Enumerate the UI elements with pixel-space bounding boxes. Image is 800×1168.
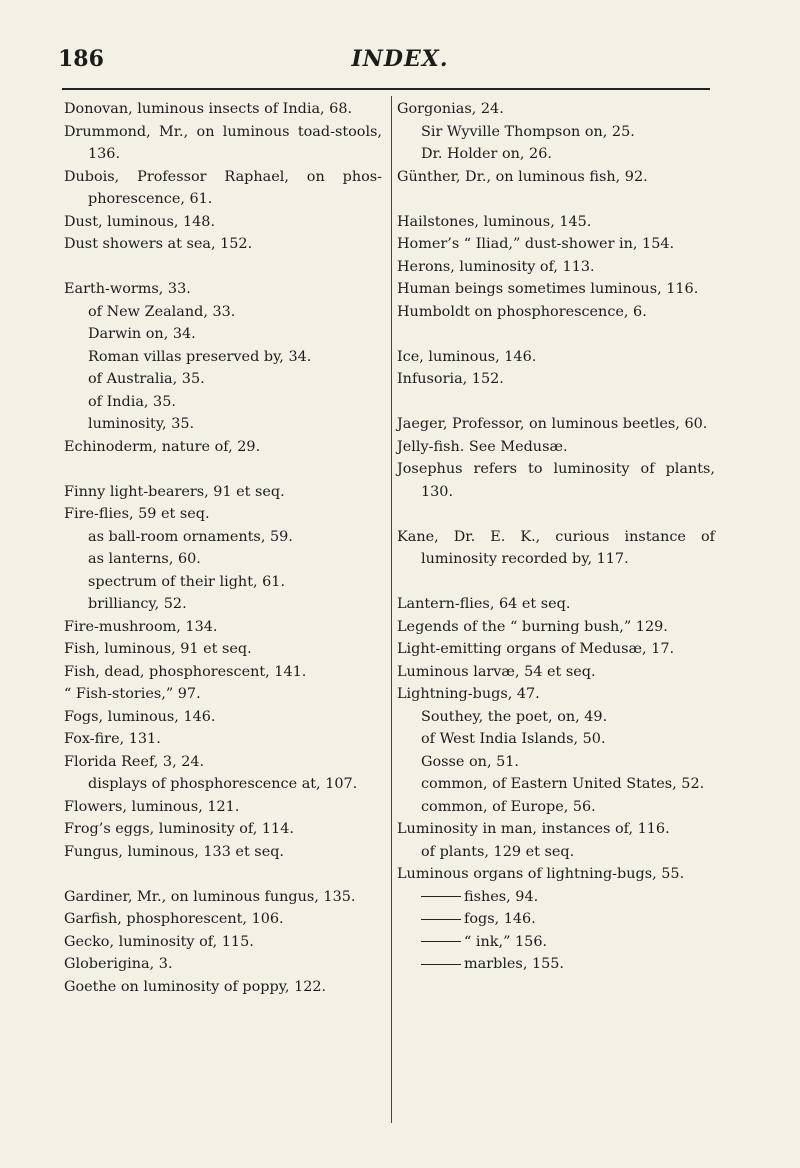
- entry-text: Roman villas preserved by, 34.: [88, 348, 312, 365]
- index-column-right: [397, 98, 715, 976]
- entry-text: Kane, Dr. E. K., curious instance of luminosity recorded by, 117.: [397, 528, 715, 567]
- index-entry: [64, 166, 382, 211]
- index-entry: [64, 818, 382, 841]
- entry-text: of Australia, 35.: [88, 371, 205, 387]
- entry-text: Luminous larvæ, 54 et seq.: [397, 663, 596, 680]
- page-number: 186: [58, 46, 104, 72]
- index-subentry: [64, 773, 382, 796]
- index-entry: [64, 503, 382, 526]
- entry-text: Frog’s eggs, luminosity of, 114.: [64, 821, 294, 837]
- entry-text: Homer’s “ Iliad,” dust-shower in, 154.: [397, 236, 675, 252]
- index-subentry: [64, 526, 382, 549]
- column-divider: [391, 96, 392, 1123]
- entry-text: fogs, 146.: [464, 911, 536, 927]
- index-entry: [397, 616, 715, 639]
- entry-text: Southey, the poet, on, 49.: [421, 708, 608, 725]
- entry-text: common, of Eastern United States, 52.: [421, 776, 705, 792]
- ditto-dash: [421, 919, 461, 920]
- index-entry: [64, 841, 382, 864]
- index-entry: [397, 256, 715, 279]
- index-entry: [397, 593, 715, 616]
- index-entry: [64, 278, 382, 301]
- index-subentry: [397, 841, 715, 864]
- entry-spacer: [64, 458, 382, 481]
- index-entry: [397, 436, 715, 459]
- entry-text: displays of phosphorescence at, 107.: [88, 776, 358, 792]
- ditto-dash: [421, 964, 461, 965]
- entry-text: Josephus refers to luminosity of plants, 130.: [397, 461, 715, 500]
- index-subentry: [64, 346, 382, 369]
- entry-text: Jaeger, Professor, on luminous beetles, 60.: [397, 416, 708, 432]
- index-subentry: [397, 796, 715, 819]
- entry-text: Fogs, luminous, 146.: [64, 708, 216, 725]
- index-subentry: [64, 413, 382, 436]
- index-subentry: [397, 953, 715, 976]
- index-entry: [397, 346, 715, 369]
- entry-text: common, of Europe, 56.: [421, 798, 596, 815]
- entry-spacer: [397, 188, 715, 211]
- entry-text: Sir Wyville Thompson on, 25.: [421, 123, 635, 140]
- index-entry: [397, 683, 715, 706]
- entry-text: brilliancy, 52.: [88, 596, 187, 612]
- index-entry: [64, 796, 382, 819]
- entry-text: Echinoderm, nature of, 29.: [64, 438, 261, 455]
- entry-text: Dr. Holder on, 26.: [421, 146, 552, 162]
- index-entry: [64, 121, 382, 166]
- page-title: INDEX.: [351, 46, 449, 72]
- index-entry: [64, 98, 382, 121]
- entry-text: spectrum of their light, 61.: [88, 573, 286, 590]
- entry-text: Lantern-flies, 64 et seq.: [397, 596, 571, 612]
- entry-text: Fish, luminous, 91 et seq.: [64, 641, 252, 657]
- index-entry: [64, 908, 382, 931]
- index-entry: [397, 98, 715, 121]
- entry-text: Ice, luminous, 146.: [397, 348, 537, 365]
- index-subentry: [397, 121, 715, 144]
- index-subentry: [397, 908, 715, 931]
- entry-text: marbles, 155.: [464, 956, 565, 972]
- entry-text: Gardiner, Mr., on luminous fungus, 135.: [64, 888, 356, 905]
- entry-text: Legends of the “ burning bush,” 129.: [397, 618, 668, 635]
- entry-text: Fungus, luminous, 133 et seq.: [64, 843, 284, 860]
- entry-spacer: [64, 256, 382, 279]
- entry-text: Dust, luminous, 148.: [64, 213, 216, 230]
- entry-text: Goethe on luminosity of poppy, 122.: [64, 978, 327, 995]
- index-entry: [397, 368, 715, 391]
- index-entry: [397, 211, 715, 234]
- entry-text: Humboldt on phosphorescence, 6.: [397, 303, 647, 320]
- entry-text: Lightning-bugs, 47.: [397, 686, 540, 702]
- index-subentry: [397, 773, 715, 796]
- entry-text: Earth-worms, 33.: [64, 281, 191, 297]
- index-entry: [64, 481, 382, 504]
- index-entry: [64, 233, 382, 256]
- entry-spacer: [397, 323, 715, 346]
- entry-text: Florida Reef, 3, 24.: [64, 753, 205, 770]
- index-entry: [64, 953, 382, 976]
- index-entry: [64, 211, 382, 234]
- index-entry: [64, 931, 382, 954]
- entry-text: of West India Islands, 50.: [421, 731, 606, 747]
- entry-text: Finny light-bearers, 91 et seq.: [64, 483, 285, 500]
- entry-text: Globerigina, 3.: [64, 956, 173, 972]
- header-rule: [62, 88, 710, 90]
- entry-text: Dubois, Professor Raphael, on phos-phorescence, 61.: [64, 168, 382, 207]
- entry-text: Human beings sometimes luminous, 116.: [397, 281, 699, 297]
- entry-text: “ Fish-stories,” 97.: [64, 686, 201, 702]
- index-subentry: [397, 706, 715, 729]
- entry-spacer: [397, 503, 715, 526]
- entry-text: Donovan, luminous insects of India, 68.: [64, 101, 353, 117]
- entry-text: as lanterns, 60.: [88, 551, 201, 567]
- entry-text: Fire-flies, 59 et seq.: [64, 506, 210, 522]
- index-subentry: [397, 751, 715, 774]
- index-entry: [64, 638, 382, 661]
- index-entry: [64, 751, 382, 774]
- index-entry: [64, 706, 382, 729]
- index-subentry: [64, 301, 382, 324]
- index-subentry: [64, 368, 382, 391]
- entry-text: of plants, 129 et seq.: [421, 843, 575, 860]
- entry-text: Light-emitting organs of Medusæ, 17.: [397, 641, 675, 657]
- index-entry: [397, 301, 715, 324]
- entry-spacer: [397, 391, 715, 414]
- index-subentry: [397, 728, 715, 751]
- index-entry: [397, 233, 715, 256]
- entry-text: Dust showers at sea, 152.: [64, 236, 253, 252]
- entry-text: Infusoria, 152.: [397, 371, 504, 387]
- entry-text: Fox-fire, 131.: [64, 731, 161, 747]
- index-entry: [397, 166, 715, 189]
- index-column-left: [64, 98, 382, 998]
- index-subentry: [64, 323, 382, 346]
- entry-text: Jelly-fish. See Medusæ.: [397, 438, 568, 455]
- index-entry: [397, 863, 715, 886]
- index-subentry: [64, 593, 382, 616]
- index-entry: [397, 413, 715, 436]
- entry-text: “ ink,” 156.: [464, 933, 548, 950]
- entry-text: of New Zealand, 33.: [88, 303, 236, 320]
- entry-text: luminosity, 35.: [88, 416, 195, 432]
- entry-text: Fish, dead, phosphorescent, 141.: [64, 663, 307, 680]
- index-entry: [64, 976, 382, 999]
- entry-text: of India, 35.: [88, 393, 176, 410]
- entry-text: Fire-mushroom, 134.: [64, 618, 218, 635]
- index-entry: [397, 458, 715, 503]
- entry-text: Gosse on, 51.: [421, 753, 519, 770]
- entry-text: Günther, Dr., on luminous fish, 92.: [397, 168, 648, 185]
- entry-text: Gecko, luminosity of, 115.: [64, 933, 254, 950]
- index-entry: [397, 526, 715, 571]
- entry-text: Hailstones, luminous, 145.: [397, 213, 592, 230]
- index-subentry: [64, 548, 382, 571]
- index-subentry: [397, 143, 715, 166]
- entry-text: Herons, luminosity of, 113.: [397, 258, 595, 275]
- index-entry: [64, 616, 382, 639]
- index-subentry: [64, 391, 382, 414]
- ditto-dash: [421, 941, 461, 942]
- ditto-dash: [421, 896, 461, 897]
- entry-spacer: [397, 571, 715, 594]
- index-entry: [397, 818, 715, 841]
- index-entry: [64, 436, 382, 459]
- index-entry: [397, 661, 715, 684]
- index-entry: [64, 683, 382, 706]
- entry-text: Garfish, phosphorescent, 106.: [64, 911, 284, 927]
- index-entry: [64, 661, 382, 684]
- index-entry: [64, 728, 382, 751]
- index-subentry: [397, 931, 715, 954]
- entry-text: Flowers, luminous, 121.: [64, 798, 240, 815]
- index-entry: [397, 278, 715, 301]
- entry-text: as ball-room ornaments, 59.: [88, 528, 293, 545]
- index-entry: [397, 638, 715, 661]
- entry-text: fishes, 94.: [464, 888, 539, 905]
- entry-spacer: [64, 863, 382, 886]
- entry-text: Luminosity in man, instances of, 116.: [397, 821, 670, 837]
- entry-text: Darwin on, 34.: [88, 326, 196, 342]
- entry-text: Drummond, Mr., on luminous toad-stools, 136.: [64, 123, 382, 162]
- index-subentry: [64, 571, 382, 594]
- index-subentry: [397, 886, 715, 909]
- entry-text: Luminous organs of lightning-bugs, 55.: [397, 866, 685, 882]
- entry-text: Gorgonias, 24.: [397, 101, 504, 117]
- index-entry: [64, 886, 382, 909]
